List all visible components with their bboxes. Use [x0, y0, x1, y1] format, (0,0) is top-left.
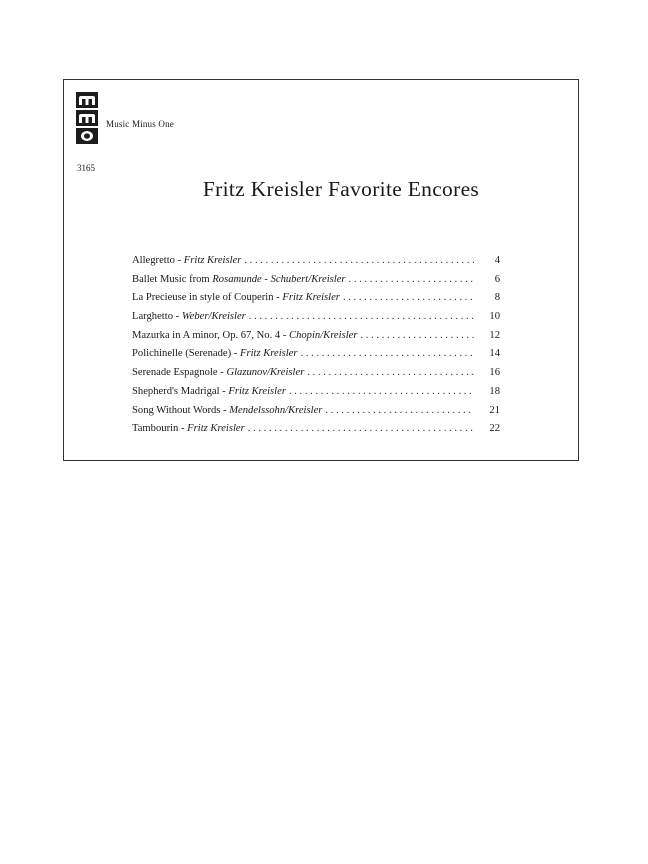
- toc-entry-title: [132, 311, 246, 322]
- toc-entry: [132, 311, 500, 330]
- toc-entry: [132, 405, 500, 424]
- page-number: 6: [494, 273, 500, 285]
- dot-leader: [349, 274, 474, 285]
- toc-entry-title: [132, 255, 241, 266]
- toc-entry-title: [132, 274, 346, 285]
- separator: -: [219, 385, 229, 397]
- piece-title: Mazurka in A minor, Op. 67, No. 4: [132, 329, 281, 341]
- catalog-number: 3165: [77, 163, 95, 173]
- toc-entry-title: [132, 405, 322, 416]
- piece-title: Tambourin: [132, 423, 179, 435]
- page-number: 22: [489, 423, 500, 435]
- dot-leader: [248, 423, 474, 434]
- page-title: Fritz Kreisler Favorite Encores: [202, 177, 480, 201]
- composer: Schubert/Kreisler: [270, 273, 346, 285]
- page-number: 16: [489, 367, 500, 379]
- dot-leader: [301, 348, 474, 359]
- piece-title: Allegretto: [132, 255, 175, 266]
- piece-title: La Precieuse in style of Couperin: [132, 292, 274, 304]
- logo-block-m2: [76, 110, 98, 126]
- toc-entry-title: [132, 330, 357, 341]
- piece-title-italic: Rosamunde: [212, 273, 262, 285]
- composer: Mendelssohn/Kreisler: [229, 404, 323, 416]
- dot-leader: [343, 292, 474, 303]
- toc-entry: [132, 330, 500, 349]
- toc-entry: [132, 292, 500, 311]
- toc-entry-title: [132, 423, 245, 434]
- publisher-name: Music Minus One: [106, 119, 174, 129]
- composer: Weber/Kreisler: [181, 311, 246, 323]
- dot-leader: [307, 367, 474, 378]
- composer: Fritz Kreisler: [228, 385, 286, 397]
- toc-entry-title: [132, 367, 304, 378]
- page-number: 14: [489, 348, 500, 360]
- toc-entry: [132, 255, 500, 274]
- dot-leader: [249, 311, 474, 322]
- separator: -: [231, 348, 240, 360]
- piece-title: Larghetto: [132, 311, 173, 323]
- composer: Fritz Kreisler: [187, 423, 245, 435]
- toc-entry: [132, 367, 500, 386]
- separator: -: [174, 255, 184, 266]
- logo-o-icon: [78, 130, 96, 142]
- page-number: 21: [489, 404, 500, 416]
- piece-title: Serenade Espagnole: [132, 367, 218, 379]
- piece-title: Song Without Words: [132, 404, 221, 416]
- composer: Fritz Kreisler: [239, 348, 298, 360]
- separator: -: [261, 273, 271, 285]
- dot-leader: [289, 386, 474, 397]
- dot-leader: [325, 405, 474, 416]
- separator: -: [280, 329, 289, 341]
- composer: Glazunov/Kreisler: [226, 367, 305, 379]
- toc-entry: [132, 423, 500, 442]
- logo-block-o: [76, 128, 98, 144]
- toc-entry-title: [132, 292, 340, 303]
- piece-title: Ballet Music from: [132, 273, 213, 285]
- page-number: 8: [494, 292, 500, 304]
- dot-leader: [360, 330, 474, 341]
- logo-m-icon: [78, 113, 96, 123]
- separator: -: [217, 367, 227, 379]
- toc-entry: [132, 274, 500, 293]
- logo-block-m1: [76, 92, 98, 108]
- separator: -: [173, 311, 182, 323]
- logo-m-icon: [78, 95, 96, 105]
- page-number: 18: [489, 385, 500, 397]
- table-of-contents: [132, 255, 500, 442]
- toc-entry-title: [132, 386, 286, 397]
- piece-title: Shepherd's Madrigal: [132, 385, 220, 397]
- piece-title: Polichinelle (Serenade): [132, 348, 232, 360]
- contents-frame: [63, 79, 579, 461]
- separator: -: [273, 292, 283, 304]
- toc-entry: [132, 386, 500, 405]
- mmo-logo: [76, 92, 98, 146]
- toc-entry: [132, 348, 500, 367]
- page-number: 10: [489, 311, 500, 323]
- composer: Fritz Kreisler: [282, 292, 340, 304]
- composer: Fritz Kreisler: [183, 255, 242, 266]
- separator: -: [220, 404, 230, 416]
- page-number: 12: [489, 329, 500, 341]
- separator: -: [178, 423, 188, 435]
- dot-leader: [244, 255, 474, 266]
- page-number: 4: [494, 255, 500, 266]
- composer: Chopin/Kreisler: [289, 329, 358, 341]
- toc-entry-title: [132, 348, 298, 359]
